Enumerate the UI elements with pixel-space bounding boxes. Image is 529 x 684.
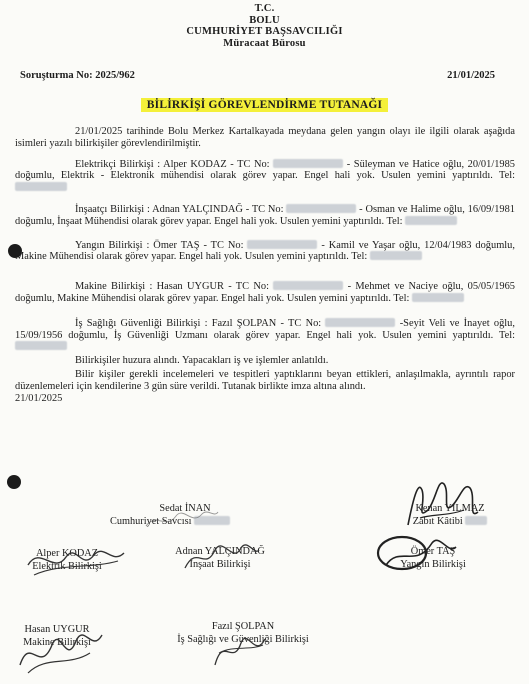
signer-name: Adnan YALÇINDAĞ [175,546,265,557]
signature-clerk [395,503,505,528]
redacted-id [325,318,395,327]
header-line-3: CUMHURİYET BAŞSAVCILIĞI [186,26,343,37]
header-line-4: Müracaat Bürosu [223,37,306,49]
header-line-1: T.C. [254,3,275,14]
signer-title: İnşaat Bilirkişi [189,558,251,570]
signature-expert-4 [7,624,107,649]
signature-expert-3 [383,546,483,571]
case-number: Soruşturma No: 2025/962 [20,70,135,81]
expert-paragraph-3: Yangın Bilirkişi : Ömer TAŞ - TC No: - Kamil ve Yaşar oğlu, 12/04/1983 doğumlu, Makine Mühendisi olarak görev yapar. Engel hali yok. Usulen yemini yaptırıldı. Tel: [15,239,515,263]
redacted-phone [15,182,67,191]
signer-title: Cumhuriyet Savcısı [109,515,192,527]
signature-expert-1 [12,548,122,573]
redacted-phone [405,216,457,225]
intro-paragraph: 21/01/2025 tarihinde Bolu Merkez Kartalkayada meydana gelen yangın olayı ile ilgili olarak aşağıda isimleri yazılı bilirkişiler görevlendirilmiştir. [15,126,515,149]
document-title-wrap [0,95,529,113]
punch-hole-bottom [7,475,21,489]
closing-paragraph-1: Bilirkişiler huzura alındı. Yapacakları iş ve işlemler anlatıldı. [75,355,329,367]
redacted-id [273,281,343,290]
redacted-phone [15,341,67,350]
expert-paragraph-4: Makine Bilirkişi : Hasan UYGUR - TC No: - Mehmet ve Naciye oğlu, 05/05/1965 doğumlu, Makine Mühendisi olarak görev yapar. Engel hali yok. Usulen yemini yaptırıldı. Tel: [15,281,515,304]
signature-expert-5 [158,621,328,646]
signature-expert-2 [160,546,280,571]
signer-title: Yangın Bilirkişi [400,558,466,570]
closing-paragraph-2: Bilir kişiler gerekli incelemeleri ve tespitleri yaptıklarını beyan ettikleri, anlaşılmakla, ayrıntılı rapor düzenlemeleri için kendilerine 3 gün süre verildi. Tutanak birlikte imza altına alındı. [15,368,515,392]
signer-title: Elektrik Bilirkişi [32,560,102,572]
header-line-2: BOLU [249,14,280,26]
redacted-id [247,240,317,249]
redacted-number [194,516,230,525]
signer-title: Makine Bilirkişi [23,636,91,648]
document-title: BİLİRKİŞİ GÖREVLENDİRME TUTANAĞI [141,98,388,112]
signer-name: Alper KODAZ [35,548,99,559]
redacted-number [465,516,487,525]
redacted-id [286,204,356,213]
document-header [0,3,529,49]
redacted-id [273,159,343,168]
signer-name: Ömer TAŞ [410,546,456,557]
expert-paragraph-5: İş Sağlığı Güvenliği Bilirkişi : Fazıl ŞOLPAN - TC No: -Seyit Veli ve İnayet oğlu, 15/09/1956 doğumlu, İş Güvenliği Uzmanı olarak görev yapar. Engel hali yok. Usulen yemini yaptırıldı. Tel: [15,318,515,353]
signer-name: Fazıl ŞOLPAN [211,621,275,632]
redacted-phone [412,293,464,302]
expert-paragraph-1: Elektrikçi Bilirkişi : Alper KODAZ - TC No: - Süleyman ve Hatice oğlu, 20/01/1985 doğumlu, Elektrik - Elektronik mühendisi olarak görev yapar. Engel hali yok. Usulen yemini yaptırıldı. Tel: [15,159,515,194]
expert-paragraph-2: İnşaatçı Bilirkişi : Adnan YALÇINDAĞ - TC No: - Osman ve Halime oğlu, 16/09/1981 doğumlu, İnşaat Mühendisi olarak görev yapar. Engel hali yok. Usulen yemini yaptırıldı. Tel: [15,203,515,227]
signer-name: Hasan UYGUR [24,624,90,635]
signer-name: Sedat İNAN [159,503,211,514]
signature-prosecutor [100,503,240,528]
signer-title: İş Sağlığı ve Güvenliği Bilirkişi [177,633,309,645]
signer-name: Kenan YILMAZ [415,503,485,514]
document-date: 21/01/2025 [447,70,495,81]
redacted-phone [370,251,422,260]
document-body [15,126,515,413]
closing-date: 21/01/2025 [15,392,63,404]
signer-title: Zabıt Kâtibi [412,515,463,527]
